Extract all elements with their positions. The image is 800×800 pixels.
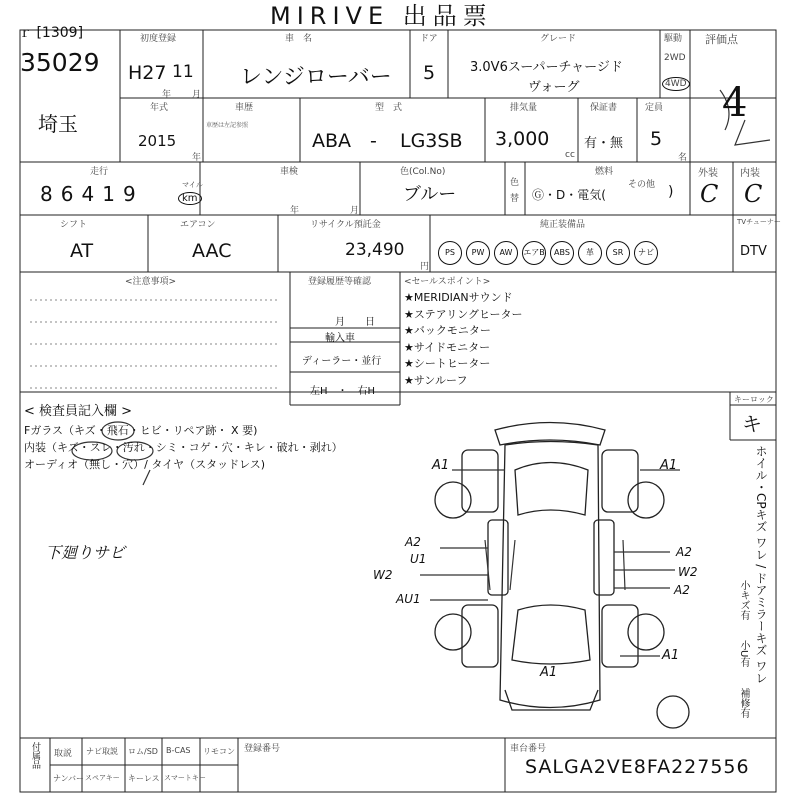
doors: 5 [423, 62, 436, 84]
inspector-line: Fガラス（キズ・飛石・ヒビ・リペア跡・ X 要) [24, 424, 258, 437]
history-month: 月 日 [335, 317, 375, 328]
header-reg-no: 登録番号 [244, 744, 281, 754]
header-key-lock: キーロック [734, 395, 774, 404]
header-model-year: 年式 [150, 103, 169, 113]
chassis-number: SALGA2VE8FA227556 [525, 756, 750, 778]
side-check: 小U有 [738, 640, 749, 668]
lot-number: 35029 [20, 48, 100, 77]
header-score: 評価点 [705, 33, 738, 46]
mileage-note: マイル [182, 181, 203, 189]
capacity-unit: 名 [678, 153, 688, 163]
damage-mark: A1 [432, 458, 450, 473]
mileage-digit: 1 [102, 182, 123, 206]
mileage-digit: 9 [122, 182, 144, 206]
header-sale-points: <セールスポイント> [404, 277, 491, 287]
mileage-digit: 6 [60, 182, 82, 206]
header-mileage: 走行 [90, 167, 109, 177]
damage-mark: A1 [540, 665, 558, 680]
side-check: 小キズ有 [738, 580, 749, 620]
year-unit: 年 [162, 90, 172, 100]
sale-point: ★バックモニター [404, 324, 491, 337]
model-year-unit: 年 [192, 153, 202, 163]
header-drive: 駆動 [664, 34, 683, 44]
equipment-list [436, 240, 660, 265]
damage-mark: W2 [373, 568, 393, 582]
model-code: LG3SB [400, 130, 463, 152]
aircon-value: AAC [192, 240, 232, 262]
damage-mark: U1 [410, 552, 427, 566]
lot-code: ｒ [1309] [18, 25, 84, 41]
header-tv: TVチューナー [737, 218, 781, 226]
header-inspector: < 検査員記入欄 > [24, 404, 133, 419]
equip-navi: ナビ [634, 241, 658, 265]
bottom-left-label: 付属品 [30, 742, 40, 769]
damage-mark: A1 [660, 458, 678, 473]
handwritten-note: 下廻りサビ [45, 543, 126, 562]
mileage-digits [40, 182, 144, 206]
header-capacity: 定員 [645, 103, 664, 113]
header-fuel: 燃料 [595, 167, 614, 177]
fuel-value: Ⓖ・D・電気( [532, 188, 606, 202]
header-displacement: 排気量 [510, 103, 538, 113]
history-steering: 左H ・ 右H [310, 386, 376, 397]
car-name: レンジローバー [240, 65, 392, 90]
header-equipment: 純正装備品 [540, 220, 586, 230]
page-title: MIRIVE 出品票 [270, 2, 493, 30]
damage-mark: AU1 [396, 592, 421, 606]
equip-leather: 革 [578, 241, 602, 265]
model-dash: - [370, 130, 377, 152]
month-unit: 月 [192, 90, 202, 100]
side-check: 補修有 [738, 688, 749, 718]
header-caution: <注意事項> [125, 277, 177, 287]
bottom-item: ナビ取説 [86, 747, 118, 756]
color-change: 色替 [510, 178, 520, 204]
bottom-item: 取説 [54, 749, 73, 759]
lot-code-value: 1309 [41, 25, 78, 41]
header-recycle: リサイクル預託金 [310, 220, 381, 230]
damage-mark: A2 [674, 583, 690, 597]
score-value: 4 [722, 80, 748, 126]
bottom-item: ロム/SD [128, 747, 158, 756]
bottom-item: ナンバー [53, 774, 85, 783]
header-grade: グレード [540, 34, 577, 44]
sale-point: ★サンルーフ [404, 373, 468, 387]
mileage-digit: 8 [40, 182, 61, 206]
equip-airbag: エアB [522, 241, 546, 265]
header-history: 登録履歴等確認 [308, 277, 372, 287]
header-doors: ドア [420, 34, 438, 44]
history-import: 輸入車 [325, 333, 355, 344]
header-car-cat: 車歴 [235, 103, 254, 113]
equip-abs: ABS [550, 241, 574, 265]
mileage-digit: 4 [81, 182, 103, 206]
tv-value: DTV [740, 244, 767, 259]
exterior-grade: C [700, 180, 719, 208]
equip-pw: PW [466, 241, 490, 265]
header-first-reg: 初度登録 [140, 34, 177, 44]
car-cat-note: 車歴は左記参照 [206, 122, 249, 129]
history-dealer: ディーラー・並行 [302, 356, 382, 367]
sale-point: ★サイドモニター [404, 340, 491, 354]
equip-sr: SR [606, 241, 630, 265]
damage-mark: W2 [678, 565, 698, 579]
key-value: キ [742, 412, 762, 436]
inspector-line: 内装（キズ・スレ・汚れ・シミ・コゲ・穴・キレ・破れ・剥れ） [24, 441, 343, 454]
capacity: 5 [650, 128, 663, 150]
fuel-other: その他 [628, 180, 656, 190]
header-interior: 内装 [740, 168, 760, 179]
side-vertical: ホイル・CPキズ ワレ / ドアミラーキズ ワレ [754, 445, 768, 684]
sale-point: ★シートヒーター [404, 357, 491, 370]
recycle-unit: 円 [420, 262, 430, 272]
header-shift: シフト [60, 220, 88, 230]
recycle-value: 23,490 [345, 240, 405, 260]
model-prefix: ABA [312, 130, 352, 152]
header-inspection: 車検 [280, 167, 299, 177]
header-car-name: 車 名 [285, 34, 313, 44]
bottom-item: B-CAS [166, 746, 191, 755]
header-model: 型 式 [375, 103, 403, 113]
model-year: 2015 [138, 132, 177, 150]
bottom-item: リモコン [203, 747, 235, 756]
region: 埼玉 [38, 112, 78, 136]
drive-4wd: 4WD [662, 77, 690, 91]
inspector-notes [24, 422, 343, 473]
color-value: ブルー [403, 184, 457, 205]
sale-point: ★ステアリングヒーター [404, 307, 523, 321]
bottom-item: スマートキー [164, 774, 206, 782]
sale-point: ★MERIDIANサウンド [404, 291, 513, 304]
era-year: H27 [128, 62, 167, 84]
damage-mark: A1 [662, 648, 680, 663]
insp-month-unit: 月 [350, 206, 360, 216]
mileage-unit: km [178, 192, 202, 205]
header-aircon: エアコン [180, 220, 216, 230]
damage-mark: A2 [405, 535, 421, 549]
header-exterior: 外装 [698, 168, 718, 179]
insp-year-unit: 年 [290, 206, 300, 216]
warranty: 有・無 [584, 136, 624, 151]
bottom-item: キーレス [128, 774, 160, 783]
shift-value: AT [70, 240, 94, 262]
interior-grade: C [744, 180, 763, 208]
equip-aw: AW [494, 241, 518, 265]
grade-line1: 3.0V6スーパーチャージド [470, 60, 623, 75]
reg-month: 11 [172, 62, 194, 82]
displacement: 3,000 [495, 128, 550, 150]
header-warranty: 保証書 [590, 103, 618, 113]
fuel-close: ) [668, 184, 674, 200]
displacement-unit: cc [565, 150, 575, 160]
drive-2wd: 2WD [664, 53, 686, 63]
header-color: 色(Col.No) [400, 167, 446, 177]
header-chassis: 車台番号 [510, 744, 547, 754]
damage-mark: A2 [676, 545, 692, 559]
sale-points-list [404, 290, 523, 389]
grade-line2: ヴォーグ [528, 80, 580, 95]
bottom-item: スペアキー [85, 774, 120, 782]
equip-ps: PS [438, 241, 462, 265]
inspector-line: オーディオ（無し・穴）/ タイヤ（スタッドレス) [24, 458, 266, 471]
